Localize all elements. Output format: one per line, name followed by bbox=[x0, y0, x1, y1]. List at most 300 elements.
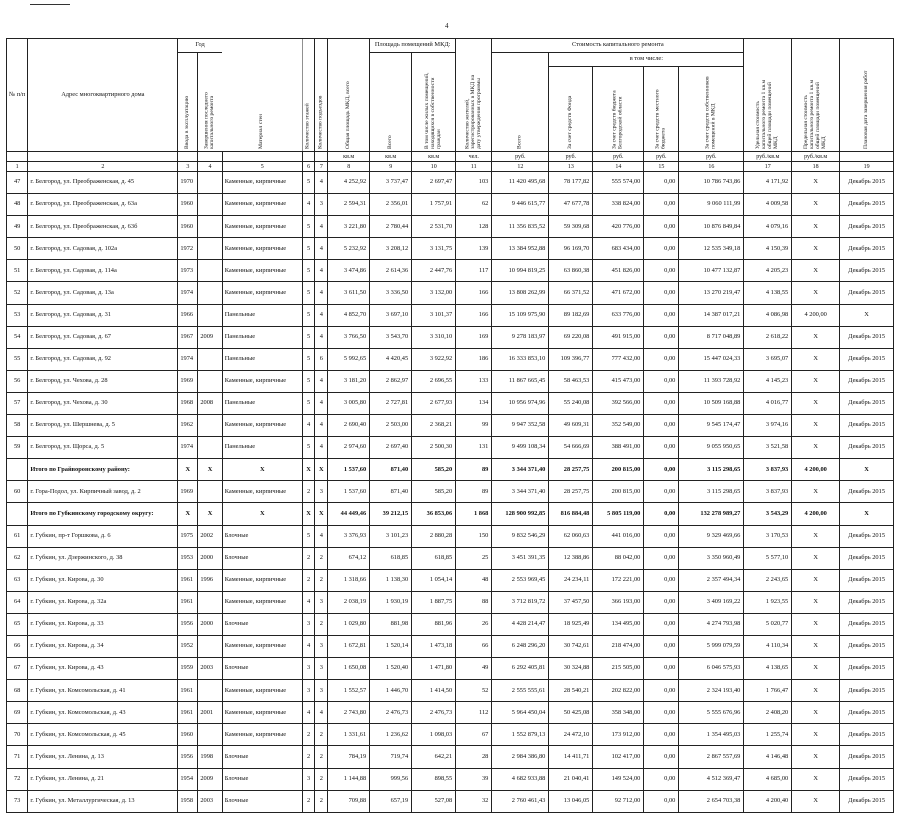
table-cell: X bbox=[792, 790, 840, 812]
table-cell: 0,00 bbox=[644, 569, 679, 591]
table-cell: 1962 bbox=[178, 415, 198, 437]
table-cell: 4 171,92 bbox=[744, 172, 792, 194]
table-cell: 11 420 495,68 bbox=[492, 172, 549, 194]
table-cell: 5 bbox=[302, 238, 315, 260]
table-cell: 10 876 849,84 bbox=[679, 216, 744, 238]
table-cell: 2 594,31 bbox=[328, 194, 370, 216]
unit-cell: руб./кв.м bbox=[744, 152, 792, 162]
table-cell: 642,21 bbox=[412, 746, 456, 768]
table-cell: X bbox=[315, 459, 328, 481]
table-cell: 555 574,00 bbox=[593, 172, 644, 194]
table-cell: Каменные, кирпичные bbox=[222, 702, 302, 724]
table-cell: 112 bbox=[456, 702, 492, 724]
table-cell: 28 257,75 bbox=[549, 459, 593, 481]
column-number-cell: 10 bbox=[412, 162, 456, 172]
table-cell: 0,00 bbox=[644, 194, 679, 216]
table-cell: 4 bbox=[302, 635, 315, 657]
table-cell: 9 329 469,66 bbox=[679, 525, 744, 547]
table-row bbox=[7, 658, 894, 680]
table-cell: 4 bbox=[315, 238, 328, 260]
table-cell: 66 bbox=[7, 635, 28, 657]
table-cell: 2 bbox=[315, 768, 328, 790]
table-cell: 10 956 974,96 bbox=[492, 392, 549, 414]
table-cell: 128 bbox=[456, 216, 492, 238]
table-cell: 10 509 168,88 bbox=[679, 392, 744, 414]
table-cell: 999,56 bbox=[370, 768, 412, 790]
table-cell bbox=[198, 415, 222, 437]
table-cell: 3 543,29 bbox=[744, 503, 792, 525]
table-cell: 388 491,00 bbox=[593, 437, 644, 459]
table-cell: 0,00 bbox=[644, 658, 679, 680]
table-cell: Каменные, кирпичные bbox=[222, 260, 302, 282]
table-cell: X bbox=[792, 724, 840, 746]
table-cell: Декабрь 2015 bbox=[840, 569, 894, 591]
table-cell: 4 bbox=[315, 260, 328, 282]
column-number-cell: 16 bbox=[679, 162, 744, 172]
table-cell: Декабрь 2015 bbox=[840, 790, 894, 812]
table-cell: Блочные bbox=[222, 547, 302, 569]
capital-repair-table bbox=[6, 38, 894, 813]
table-cell: 2009 bbox=[198, 768, 222, 790]
table-cell: 1 236,62 bbox=[370, 724, 412, 746]
table-cell: 2 bbox=[315, 547, 328, 569]
unit-cell bbox=[840, 152, 894, 162]
table-cell: Декабрь 2015 bbox=[840, 724, 894, 746]
table-cell: 1 930,19 bbox=[370, 591, 412, 613]
table-cell: 3 344 371,40 bbox=[492, 481, 549, 503]
table-cell: 52 bbox=[7, 282, 28, 304]
table-cell: 200 815,00 bbox=[593, 481, 644, 503]
table-cell: Итого по Губкинскому городскому округу: bbox=[28, 503, 178, 525]
table-cell: 51 bbox=[7, 260, 28, 282]
table-body bbox=[7, 172, 894, 813]
table-cell: Блочные bbox=[222, 658, 302, 680]
table-cell: 1960 bbox=[178, 216, 198, 238]
table-cell: X bbox=[792, 437, 840, 459]
table-cell: 5 bbox=[302, 216, 315, 238]
table-cell: 0,00 bbox=[644, 238, 679, 260]
table-cell: 451 826,00 bbox=[593, 260, 644, 282]
table-cell: 14 387 017,21 bbox=[679, 304, 744, 326]
table-cell: 1961 bbox=[178, 702, 198, 724]
table-cell: 2 408,20 bbox=[744, 702, 792, 724]
table-cell: 4 512 369,47 bbox=[679, 768, 744, 790]
table-cell: 2 447,76 bbox=[412, 260, 456, 282]
table-cell: Декабрь 2015 bbox=[840, 392, 894, 414]
table-cell: Блочные bbox=[222, 790, 302, 812]
table-cell: 2 614,36 bbox=[370, 260, 412, 282]
table-cell: 24 472,10 bbox=[549, 724, 593, 746]
col-floors-header: Количество этажей bbox=[302, 39, 315, 152]
table-cell: 9 545 174,47 bbox=[679, 415, 744, 437]
unit-cell: чел. bbox=[456, 152, 492, 162]
table-cell: 0,00 bbox=[644, 459, 679, 481]
table-cell: 2003 bbox=[198, 658, 222, 680]
table-cell: г. Белгород, ул. Садовая, д. 31 bbox=[28, 304, 178, 326]
table-cell: 72 bbox=[7, 768, 28, 790]
table-cell: 2009 bbox=[198, 326, 222, 348]
table-cell: 4 bbox=[315, 326, 328, 348]
table-cell: 0,00 bbox=[644, 635, 679, 657]
table-cell: X bbox=[792, 481, 840, 503]
table-cell: Декабрь 2015 bbox=[840, 613, 894, 635]
table-cell: г. Белгород, ул. Преображенская, д. 63а bbox=[28, 194, 178, 216]
table-cell: 57 bbox=[7, 392, 28, 414]
table-cell: 1953 bbox=[178, 547, 198, 569]
table-cell: 3 005,80 bbox=[328, 392, 370, 414]
table-cell: 2003 bbox=[198, 790, 222, 812]
column-number-cell: 4 bbox=[198, 162, 222, 172]
table-cell: 777 432,00 bbox=[593, 348, 644, 370]
table-cell: 5 232,92 bbox=[328, 238, 370, 260]
table-cell: X bbox=[792, 415, 840, 437]
table-cell: X bbox=[198, 459, 222, 481]
unit-cell: руб. bbox=[549, 152, 593, 162]
table-cell: 218 474,00 bbox=[593, 635, 644, 657]
table-cell: 3 766,50 bbox=[328, 326, 370, 348]
table-cell: г. Белгород, ул. Садовая, д. 114а bbox=[28, 260, 178, 282]
column-number-cell: 19 bbox=[840, 162, 894, 172]
table-cell: Каменные, кирпичные bbox=[222, 569, 302, 591]
table-cell: 585,20 bbox=[412, 459, 456, 481]
table-cell: 5 bbox=[302, 260, 315, 282]
table-cell: 3 712 819,72 bbox=[492, 591, 549, 613]
table-cell: 3 737,47 bbox=[370, 172, 412, 194]
table-cell: 134 495,00 bbox=[593, 613, 644, 635]
table-cell: 0,00 bbox=[644, 304, 679, 326]
column-number-cell: 9 bbox=[370, 162, 412, 172]
table-cell: 585,20 bbox=[412, 481, 456, 503]
table-cell: X bbox=[792, 525, 840, 547]
table-cell: 2 bbox=[302, 569, 315, 591]
table-cell: 2 743,80 bbox=[328, 702, 370, 724]
table-cell: 471 672,00 bbox=[593, 282, 644, 304]
table-cell: 0,00 bbox=[644, 613, 679, 635]
table-cell: 871,40 bbox=[370, 481, 412, 503]
table-cell: 4 016,77 bbox=[744, 392, 792, 414]
table-cell: 3 bbox=[302, 680, 315, 702]
table-cell: г. Губкин, ул. Кирова, д. 30 bbox=[28, 569, 178, 591]
table-cell: Каменные, кирпичные bbox=[222, 591, 302, 613]
table-cell: X bbox=[792, 658, 840, 680]
table-row bbox=[7, 392, 894, 414]
table-cell: 109 396,77 bbox=[549, 348, 593, 370]
table-cell: 149 524,00 bbox=[593, 768, 644, 790]
table-cell: 3 bbox=[302, 658, 315, 680]
table-cell: 1969 bbox=[178, 481, 198, 503]
table-row bbox=[7, 216, 894, 238]
table-cell bbox=[198, 194, 222, 216]
table-cell: 392 566,00 bbox=[593, 392, 644, 414]
table-cell: 5 bbox=[302, 172, 315, 194]
col-cost-region-header: За счет средств бюджета Белгородской области bbox=[593, 67, 644, 152]
table-cell: 719,74 bbox=[370, 746, 412, 768]
table-cell: 1974 bbox=[178, 437, 198, 459]
table-cell: 0,00 bbox=[644, 348, 679, 370]
table-cell: 2000 bbox=[198, 613, 222, 635]
table-cell: 1 255,74 bbox=[744, 724, 792, 746]
column-number-cell: 2 bbox=[28, 162, 178, 172]
table-row bbox=[7, 635, 894, 657]
table-cell: 3 336,50 bbox=[370, 282, 412, 304]
table-cell: 3 101,23 bbox=[370, 525, 412, 547]
table-cell: 2 984 386,80 bbox=[492, 746, 549, 768]
table-cell: 67 bbox=[7, 658, 28, 680]
table-cell: 47 bbox=[7, 172, 28, 194]
table-cell: 1 414,50 bbox=[412, 680, 456, 702]
table-cell: 4 205,23 bbox=[744, 260, 792, 282]
column-number-cell: 17 bbox=[744, 162, 792, 172]
table-cell: 1959 bbox=[178, 658, 198, 680]
table-cell: 13 270 219,47 bbox=[679, 282, 744, 304]
table-cell: 117 bbox=[456, 260, 492, 282]
table-cell bbox=[198, 635, 222, 657]
table-cell: 2 760 461,43 bbox=[492, 790, 549, 812]
table-cell: 63 860,38 bbox=[549, 260, 593, 282]
table-cell: 2 bbox=[302, 746, 315, 768]
unit-cell bbox=[7, 152, 28, 162]
column-number-cell: 14 bbox=[593, 162, 644, 172]
table-cell: г. Белгород, ул. Щорса, д. 5 bbox=[28, 437, 178, 459]
table-cell: г. Белгород, ул. Преображенская, д. 45 bbox=[28, 172, 178, 194]
table-cell: 4 110,34 bbox=[744, 635, 792, 657]
table-cell: Декабрь 2015 bbox=[840, 702, 894, 724]
table-cell: 4 bbox=[315, 282, 328, 304]
table-cell: Декабрь 2015 bbox=[840, 437, 894, 459]
table-cell: г. Губкин, пр-т Горшкова, д. 6 bbox=[28, 525, 178, 547]
table-cell: 3 bbox=[302, 768, 315, 790]
table-cell: г. Губкин, ул. Ленина, д. 13 bbox=[28, 746, 178, 768]
table-cell: 3 221,80 bbox=[328, 216, 370, 238]
table-cell: 78 177,82 bbox=[549, 172, 593, 194]
table-cell: X bbox=[792, 348, 840, 370]
table-cell: Итого по Грайворонскому району: bbox=[28, 459, 178, 481]
table-cell: 2000 bbox=[198, 547, 222, 569]
table-cell: Декабрь 2015 bbox=[840, 547, 894, 569]
table-cell: Каменные, кирпичные bbox=[222, 635, 302, 657]
table-cell: 102 417,00 bbox=[593, 746, 644, 768]
table-cell: 1961 bbox=[178, 569, 198, 591]
table-cell: 99 bbox=[456, 415, 492, 437]
incl-header: в том числе: bbox=[549, 53, 744, 67]
table-cell: X bbox=[840, 459, 894, 481]
table-cell bbox=[7, 503, 28, 525]
table-cell: 366 193,00 bbox=[593, 591, 644, 613]
table-cell: 420 776,00 bbox=[593, 216, 644, 238]
year-group-header: Год bbox=[178, 39, 222, 53]
table-cell: 2 503,00 bbox=[370, 415, 412, 437]
table-cell: 13 046,05 bbox=[549, 790, 593, 812]
table-cell: X bbox=[792, 370, 840, 392]
table-cell: 1 331,61 bbox=[328, 724, 370, 746]
table-cell: 1 552,57 bbox=[328, 680, 370, 702]
table-cell: 9 499 108,34 bbox=[492, 437, 549, 459]
table-cell: X bbox=[792, 613, 840, 635]
table-cell: 3 543,70 bbox=[370, 326, 412, 348]
table-cell: 3 bbox=[315, 481, 328, 503]
table-cell: 1970 bbox=[178, 172, 198, 194]
table-cell: 13 808 262,99 bbox=[492, 282, 549, 304]
table-cell bbox=[7, 459, 28, 481]
table-row bbox=[7, 591, 894, 613]
table-cell: г. Губкин, ул. Комсомольская, д. 41 bbox=[28, 680, 178, 702]
table-cell: 0,00 bbox=[644, 216, 679, 238]
table-cell: 92 712,00 bbox=[593, 790, 644, 812]
table-cell: 1 868 bbox=[456, 503, 492, 525]
table-cell: X bbox=[178, 503, 198, 525]
table-cell: 2 974,60 bbox=[328, 437, 370, 459]
table-cell: Декабрь 2015 bbox=[840, 348, 894, 370]
table-cell: X bbox=[178, 459, 198, 481]
table-cell bbox=[198, 304, 222, 326]
col-cost-owners-header: За счет средств собственников помещений в МКД bbox=[679, 67, 744, 152]
table-cell: 50 bbox=[7, 238, 28, 260]
table-cell: 6 046 575,93 bbox=[679, 658, 744, 680]
table-row bbox=[7, 547, 894, 569]
unit-cell bbox=[222, 152, 302, 162]
table-cell: 1961 bbox=[178, 680, 198, 702]
table-cell: 133 bbox=[456, 370, 492, 392]
table-cell: 13 384 952,88 bbox=[492, 238, 549, 260]
table-cell: Декабрь 2015 bbox=[840, 658, 894, 680]
table-row bbox=[7, 724, 894, 746]
table-cell: 70 bbox=[7, 724, 28, 746]
table-cell: 0,00 bbox=[644, 768, 679, 790]
table-cell: Декабрь 2015 bbox=[840, 635, 894, 657]
table-cell: 11 393 728,92 bbox=[679, 370, 744, 392]
table-cell: 24 234,11 bbox=[549, 569, 593, 591]
table-cell: 30 742,61 bbox=[549, 635, 593, 657]
col-residents-header: Количество жителей, зарегистрированных в МКД на дату утверждения программы bbox=[456, 39, 492, 152]
table-cell: 9 060 111,99 bbox=[679, 194, 744, 216]
table-cell bbox=[198, 282, 222, 304]
column-number-cell: 18 bbox=[792, 162, 840, 172]
table-cell: Декабрь 2015 bbox=[840, 216, 894, 238]
table-cell: 633 776,00 bbox=[593, 304, 644, 326]
table-cell: Каменные, кирпичные bbox=[222, 724, 302, 746]
table-cell: 5 bbox=[302, 348, 315, 370]
table-cell: 0,00 bbox=[644, 746, 679, 768]
table-cell: 1 054,14 bbox=[412, 569, 456, 591]
table-cell: 69 bbox=[7, 702, 28, 724]
table-cell: X bbox=[792, 547, 840, 569]
table-row bbox=[7, 238, 894, 260]
table-cell: 53 bbox=[7, 304, 28, 326]
table-cell: Каменные, кирпичные bbox=[222, 282, 302, 304]
table-cell: 1 520,40 bbox=[370, 658, 412, 680]
table-cell: 1974 bbox=[178, 282, 198, 304]
table-cell: Панельные bbox=[222, 437, 302, 459]
table-cell: г. Губкин, ул. Ленина, д. 21 bbox=[28, 768, 178, 790]
table-cell: 3 521,58 bbox=[744, 437, 792, 459]
table-cell: г. Белгород, ул. Садовая, д. 102а bbox=[28, 238, 178, 260]
table-cell: 3 611,50 bbox=[328, 282, 370, 304]
table-cell: 2 780,44 bbox=[370, 216, 412, 238]
table-cell: Декабрь 2015 bbox=[840, 680, 894, 702]
table-cell: 3 350 960,49 bbox=[679, 547, 744, 569]
table-cell: 1 552 879,13 bbox=[492, 724, 549, 746]
table-cell: Каменные, кирпичные bbox=[222, 172, 302, 194]
table-cell: 0,00 bbox=[644, 260, 679, 282]
table-cell: 4 252,92 bbox=[328, 172, 370, 194]
table-cell: 169 bbox=[456, 326, 492, 348]
table-cell: 0,00 bbox=[644, 172, 679, 194]
table-cell: 4 200,00 bbox=[792, 503, 840, 525]
table-cell: X bbox=[198, 503, 222, 525]
table-cell bbox=[198, 370, 222, 392]
table-cell: 4 138,65 bbox=[744, 658, 792, 680]
table-cell: 4 200,40 bbox=[744, 790, 792, 812]
table-cell: 89 182,69 bbox=[549, 304, 593, 326]
table-cell: 28 257,75 bbox=[549, 481, 593, 503]
table-cell: 68 bbox=[7, 680, 28, 702]
table-cell: 26 bbox=[456, 613, 492, 635]
table-cell: 1966 bbox=[178, 304, 198, 326]
table-cell: 4 bbox=[315, 525, 328, 547]
table-cell: 618,85 bbox=[412, 547, 456, 569]
table-cell: 10 477 132,87 bbox=[679, 260, 744, 282]
table-cell: г. Губкин, ул. Комсомольская, д. 43 bbox=[28, 702, 178, 724]
table-cell: 2 677,93 bbox=[412, 392, 456, 414]
table-cell: 52 bbox=[456, 680, 492, 702]
table-cell: 0,00 bbox=[644, 724, 679, 746]
table-cell: 683 434,00 bbox=[593, 238, 644, 260]
table-cell: 2 690,40 bbox=[328, 415, 370, 437]
table-cell: 9 947 352,58 bbox=[492, 415, 549, 437]
table-cell: 66 bbox=[456, 635, 492, 657]
table-cell: Декабрь 2015 bbox=[840, 238, 894, 260]
table-cell: 2 654 703,38 bbox=[679, 790, 744, 812]
table-cell: 4 bbox=[315, 172, 328, 194]
table-cell: 3 695,07 bbox=[744, 348, 792, 370]
table-cell: 0,00 bbox=[644, 481, 679, 503]
table-cell: 0,00 bbox=[644, 525, 679, 547]
table-cell: 0,00 bbox=[644, 415, 679, 437]
table-cell: 62 060,63 bbox=[549, 525, 593, 547]
table-cell: 3 101,37 bbox=[412, 304, 456, 326]
table-cell: 4 274 793,98 bbox=[679, 613, 744, 635]
table-cell: г. Белгород, ул. Садовая, д. 13а bbox=[28, 282, 178, 304]
table-cell: 1972 bbox=[178, 238, 198, 260]
table-cell: 5 999 079,59 bbox=[679, 635, 744, 657]
table-row bbox=[7, 370, 894, 392]
table-cell: 1 520,14 bbox=[370, 635, 412, 657]
table-cell: 44 449,46 bbox=[328, 503, 370, 525]
table-cell: 5 bbox=[302, 525, 315, 547]
table-cell: 3 974,16 bbox=[744, 415, 792, 437]
table-cell: 491 915,00 bbox=[593, 326, 644, 348]
table-cell: 215 505,00 bbox=[593, 658, 644, 680]
table-cell: X bbox=[792, 569, 840, 591]
table-cell: 10 786 743,86 bbox=[679, 172, 744, 194]
table-cell: 9 832 546,29 bbox=[492, 525, 549, 547]
table-cell: 4 bbox=[302, 591, 315, 613]
table-row bbox=[7, 613, 894, 635]
table-cell: X bbox=[302, 503, 315, 525]
table-cell: 816 884,48 bbox=[549, 503, 593, 525]
column-number-cell: 3 bbox=[178, 162, 198, 172]
table-cell: X bbox=[792, 326, 840, 348]
table-cell: 1 766,47 bbox=[744, 680, 792, 702]
table-cell: 15 109 975,90 bbox=[492, 304, 549, 326]
table-cell: Декабрь 2015 bbox=[840, 326, 894, 348]
table-cell: 2 bbox=[315, 790, 328, 812]
table-cell: 2 357 494,34 bbox=[679, 569, 744, 591]
table-cell: 60 bbox=[7, 481, 28, 503]
table-cell: Каменные, кирпичные bbox=[222, 415, 302, 437]
table-cell: 16 333 853,10 bbox=[492, 348, 549, 370]
table-cell: 3 bbox=[302, 613, 315, 635]
